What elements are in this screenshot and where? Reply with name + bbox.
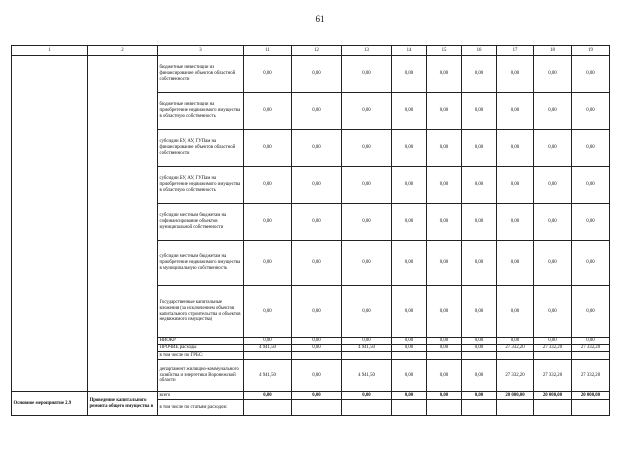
value-cell: 0,00 — [497, 286, 534, 338]
header-cell: 12 — [292, 46, 342, 56]
value-cell: 0,00 — [292, 130, 342, 167]
value-cell: 0,00 — [342, 392, 392, 400]
value-cell — [462, 400, 497, 416]
value-cell — [427, 400, 462, 416]
row-description: субсидии местным бюджетам на приобретение недвижимого имущества в муниципальную собственность — [158, 241, 244, 286]
value-cell: 0,00 — [462, 345, 497, 352]
value-cell: 0,00 — [342, 204, 392, 241]
value-cell: 4 941,50 — [244, 360, 292, 392]
value-cell: 0,00 — [572, 167, 610, 204]
value-cell: 4 941,50 — [342, 360, 392, 392]
value-cell: 20 000,00 — [534, 392, 572, 400]
value-cell — [292, 400, 342, 416]
event-title-cell — [88, 56, 158, 392]
value-cell: 0,00 — [572, 338, 610, 345]
value-cell: 20 000,00 — [497, 392, 534, 400]
value-cell: 0,00 — [497, 338, 534, 345]
row-description: в том числе по статьям расходов: — [158, 400, 244, 416]
value-cell: 0,00 — [244, 204, 292, 241]
event-name-cell — [12, 56, 88, 392]
value-cell: 0,00 — [462, 392, 497, 400]
value-cell: 0,00 — [392, 56, 427, 93]
value-cell: 0,00 — [427, 286, 462, 338]
value-cell: 0,00 — [497, 167, 534, 204]
table-row — [12, 56, 610, 93]
value-cell: 0,00 — [572, 286, 610, 338]
value-cell — [534, 400, 572, 416]
value-cell — [427, 352, 462, 360]
value-cell: 0,00 — [427, 345, 462, 352]
value-cell: 0,00 — [497, 130, 534, 167]
value-cell: 0,00 — [534, 167, 572, 204]
value-cell — [342, 400, 392, 416]
row-description: Государственные капитальные вложения (за исключением объектов капитального строительства и объектов недвижимого имущества) — [158, 286, 244, 338]
row-description: бюджетные инвестиции на приобретение недвижимого имущества в областную собственность — [158, 93, 244, 130]
row-description: департамент жилищно-коммунального хозяйства и энергетики Воронежской области — [158, 360, 244, 392]
value-cell: 0,00 — [427, 360, 462, 392]
value-cell: 0,00 — [392, 345, 427, 352]
value-cell — [497, 400, 534, 416]
value-cell: 0,00 — [427, 56, 462, 93]
value-cell: 0,00 — [462, 360, 497, 392]
value-cell: 0,00 — [342, 286, 392, 338]
header-row — [12, 46, 610, 56]
page-number: 61 — [315, 14, 325, 24]
value-cell: 0,00 — [392, 167, 427, 204]
value-cell — [292, 352, 342, 360]
value-cell: 0,00 — [462, 130, 497, 167]
value-cell: 0,00 — [462, 167, 497, 204]
value-cell — [572, 352, 610, 360]
value-cell: 0,00 — [292, 286, 342, 338]
event-title-cell: Проведение капитального ремонта общего имущества в — [88, 392, 158, 416]
value-cell — [244, 352, 292, 360]
value-cell: 0,00 — [497, 93, 534, 130]
value-cell: 0,00 — [292, 204, 342, 241]
value-cell: 0,00 — [462, 241, 497, 286]
value-cell: 0,00 — [392, 241, 427, 286]
value-cell: 0,00 — [462, 286, 497, 338]
value-cell: 27 332,20 — [534, 360, 572, 392]
header-cell: 17 — [497, 46, 534, 56]
value-cell: 0,00 — [427, 204, 462, 241]
value-cell — [534, 352, 572, 360]
value-cell: 27 332,20 — [497, 345, 534, 352]
value-cell: 0,00 — [292, 241, 342, 286]
value-cell: 0,00 — [497, 204, 534, 241]
value-cell: 0,00 — [244, 392, 292, 400]
value-cell: 0,00 — [534, 204, 572, 241]
header-cell: 13 — [342, 46, 392, 56]
value-cell: 4 941,50 — [342, 345, 392, 352]
value-cell: 0,00 — [392, 360, 427, 392]
header-cell: 16 — [462, 46, 497, 56]
value-cell: 0,00 — [497, 56, 534, 93]
value-cell: 0,00 — [244, 93, 292, 130]
value-cell — [462, 352, 497, 360]
value-cell: 0,00 — [244, 241, 292, 286]
value-cell: 0,00 — [534, 93, 572, 130]
row-description: всего — [158, 392, 244, 400]
value-cell: 0,00 — [292, 56, 342, 93]
header-cell: 15 — [427, 46, 462, 56]
value-cell: 0,00 — [292, 392, 342, 400]
value-cell: 4 941,50 — [244, 345, 292, 352]
value-cell: 0,00 — [462, 93, 497, 130]
value-cell — [497, 352, 534, 360]
value-cell: 0,00 — [534, 56, 572, 93]
value-cell: 0,00 — [292, 93, 342, 130]
value-cell: 0,00 — [572, 93, 610, 130]
row-description: субсидии местным бюджетам на софинансирование объектов муниципальной собственности — [158, 204, 244, 241]
value-cell: 0,00 — [342, 241, 392, 286]
value-cell: 27 332,20 — [572, 345, 610, 352]
value-cell: 0,00 — [534, 241, 572, 286]
value-cell: 0,00 — [462, 204, 497, 241]
value-cell — [572, 400, 610, 416]
header-cell: 19 — [572, 46, 610, 56]
value-cell: 0,00 — [392, 338, 427, 345]
value-cell: 0,00 — [292, 338, 342, 345]
header-cell: 18 — [534, 46, 572, 56]
header-cell: 3 — [158, 46, 244, 56]
value-cell: 0,00 — [342, 167, 392, 204]
value-cell — [392, 352, 427, 360]
value-cell: 0,00 — [534, 130, 572, 167]
value-cell: 20 000,00 — [572, 392, 610, 400]
value-cell: 0,00 — [572, 56, 610, 93]
value-cell: 0,00 — [427, 93, 462, 130]
value-cell — [392, 400, 427, 416]
value-cell: 0,00 — [534, 286, 572, 338]
value-cell: 0,00 — [244, 167, 292, 204]
row-description: субсидии БУ, АУ, ГУПам на приобретение недвижимого имущества в областную собственность — [158, 167, 244, 204]
event-total-row — [12, 392, 610, 400]
value-cell: 0,00 — [392, 130, 427, 167]
header-cell: 11 — [244, 46, 292, 56]
value-cell: 0,00 — [342, 56, 392, 93]
value-cell: 0,00 — [497, 241, 534, 286]
row-description: субсидии БУ, АУ, ГУПам на финансирование объектов областной собственности — [158, 130, 244, 167]
value-cell: 0,00 — [292, 167, 342, 204]
value-cell: 0,00 — [292, 360, 342, 392]
row-description: ПРОЧИЕ расходы — [158, 345, 244, 352]
budget-table — [11, 45, 610, 416]
value-cell: 0,00 — [392, 204, 427, 241]
value-cell: 0,00 — [244, 286, 292, 338]
value-cell: 0,00 — [342, 93, 392, 130]
value-cell: 0,00 — [427, 241, 462, 286]
header-cell: 2 — [88, 46, 158, 56]
value-cell: 27 332,20 — [534, 345, 572, 352]
row-description: бюджетные инвестиции из финансирование объектов областной собственности — [158, 56, 244, 93]
value-cell: 0,00 — [572, 130, 610, 167]
value-cell: 0,00 — [427, 338, 462, 345]
value-cell: 0,00 — [392, 93, 427, 130]
header-cell: 1 — [12, 46, 88, 56]
row-description: в том числе по ГРБС: — [158, 352, 244, 360]
value-cell: 0,00 — [392, 286, 427, 338]
row-description: НИОКР — [158, 338, 244, 345]
value-cell: 0,00 — [342, 130, 392, 167]
value-cell: 0,00 — [342, 338, 392, 345]
value-cell: 0,00 — [244, 130, 292, 167]
value-cell: 0,00 — [534, 338, 572, 345]
value-cell: 0,00 — [462, 56, 497, 93]
value-cell: 0,00 — [427, 392, 462, 400]
value-cell: 0,00 — [427, 167, 462, 204]
value-cell: 0,00 — [244, 338, 292, 345]
value-cell: 0,00 — [392, 392, 427, 400]
value-cell — [342, 352, 392, 360]
value-cell: 27 332,20 — [497, 360, 534, 392]
event-number-cell: Основное мероприятие 2.9 — [12, 392, 88, 416]
value-cell: 0,00 — [572, 241, 610, 286]
value-cell: 27 332,20 — [572, 360, 610, 392]
value-cell: 0,00 — [572, 204, 610, 241]
value-cell: 0,00 — [244, 56, 292, 93]
value-cell: 0,00 — [427, 130, 462, 167]
value-cell: 0,00 — [462, 338, 497, 345]
header-cell: 14 — [392, 46, 427, 56]
value-cell — [244, 400, 292, 416]
value-cell: 0,00 — [292, 345, 342, 352]
